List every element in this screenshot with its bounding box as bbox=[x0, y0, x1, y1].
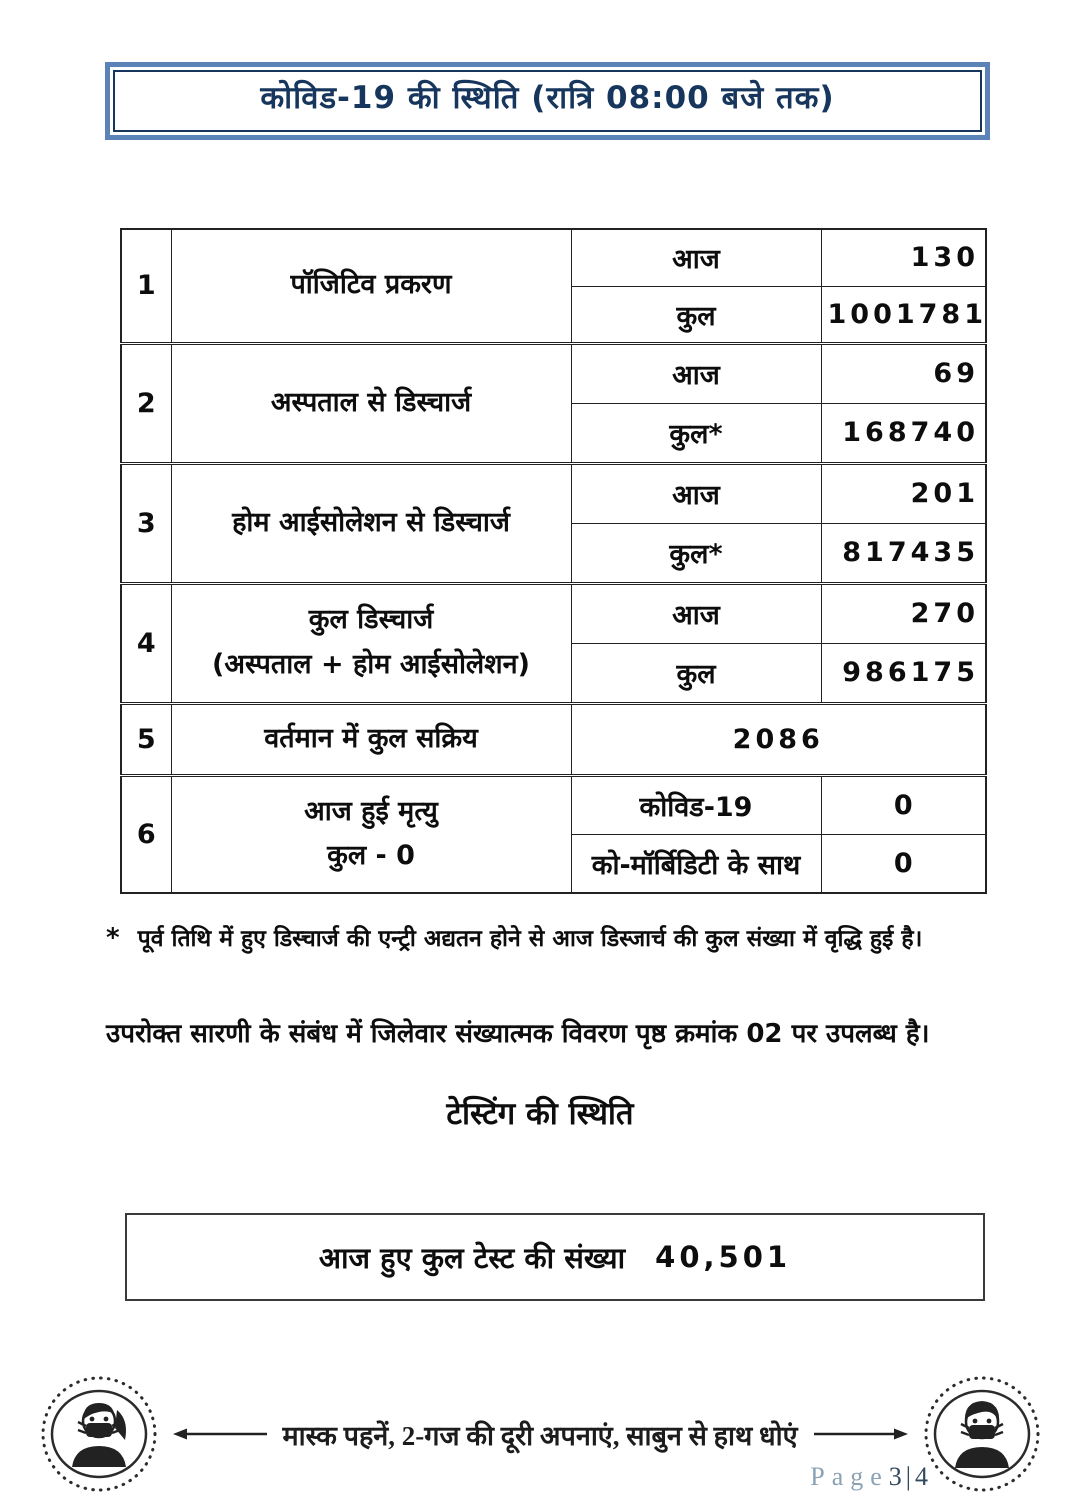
table-footnote bbox=[106, 921, 986, 953]
metric-label: कुल bbox=[571, 286, 821, 343]
table-row bbox=[121, 583, 986, 643]
row-number: 6 bbox=[121, 775, 171, 893]
metric-value: 817435 bbox=[821, 523, 986, 583]
page-word: Page bbox=[810, 1462, 889, 1491]
metric-label: कुल bbox=[571, 643, 821, 703]
metric-label: कुल* bbox=[571, 523, 821, 583]
report-title-box bbox=[105, 62, 990, 140]
page-title: कोविड-19 की स्थिति (रात्रि 08:00 बजे तक) bbox=[260, 80, 835, 116]
metric-value: 2086 bbox=[571, 703, 986, 775]
metric-label: आज bbox=[571, 229, 821, 286]
row-number: 1 bbox=[121, 229, 171, 343]
row-description bbox=[171, 583, 571, 703]
row-number: 3 bbox=[121, 463, 171, 583]
report-title-inner-border bbox=[113, 70, 982, 132]
metric-label: आज bbox=[571, 583, 821, 643]
metric-value: 270 bbox=[821, 583, 986, 643]
total-tests-value: 40,501 bbox=[655, 1240, 792, 1274]
metric-value: 201 bbox=[821, 463, 986, 523]
table-row bbox=[121, 343, 986, 403]
table-row bbox=[121, 463, 986, 523]
metric-value: 0 bbox=[821, 834, 986, 893]
table-row bbox=[121, 703, 986, 775]
footnote-text: पूर्व तिथि में हुए डिस्चार्ज की एन्ट्री अद्यतन होने से आज डिस्जार्च की कुल संख्या में वृद्धि हुई है। bbox=[137, 926, 923, 952]
row-number: 5 bbox=[121, 703, 171, 775]
row-description-line2: (अस्पताल + होम आईसोलेशन) bbox=[212, 649, 530, 680]
metric-label: आज bbox=[571, 343, 821, 403]
total-tests-label: आज हुए कुल टेस्ट की संख्या bbox=[318, 1240, 626, 1275]
right-arrow-icon bbox=[812, 1426, 908, 1442]
row-description-line1: आज हुई मृत्यु bbox=[304, 795, 438, 827]
covid-status-table bbox=[120, 228, 987, 894]
row-number: 4 bbox=[121, 583, 171, 703]
page-number-value: 3|4 bbox=[888, 1462, 932, 1491]
metric-value: 0 bbox=[821, 775, 986, 834]
metric-label: कुल* bbox=[571, 403, 821, 463]
table-row bbox=[121, 229, 986, 286]
row-description bbox=[171, 775, 571, 893]
metric-label: आज bbox=[571, 463, 821, 523]
page-number bbox=[810, 1462, 932, 1492]
row-description: अस्पताल से डिस्चार्ज bbox=[171, 343, 571, 463]
metric-value: 1001781 bbox=[821, 286, 986, 343]
metric-label: कोविड-19 bbox=[571, 775, 821, 834]
footnote-asterisk: * bbox=[106, 923, 120, 953]
district-detail-note: उपरोक्त सारणी के संबंध में जिलेवार संख्यात्मक विवरण पृष्ठ क्रमांक 02 पर उपलब्ध है। bbox=[106, 1019, 930, 1049]
table-row bbox=[121, 775, 986, 834]
total-tests-box bbox=[125, 1213, 985, 1301]
left-arrow-icon bbox=[173, 1426, 269, 1442]
advisory-message: मास्क पहनें, 2-गज की दूरी अपनाएं, साबुन से हाथ धोएं bbox=[282, 1420, 798, 1451]
row-description: पॉजिटिव प्रकरण bbox=[171, 229, 571, 343]
row-description-line2: कुल - 0 bbox=[327, 840, 415, 872]
row-description-line1: कुल डिस्चार्ज bbox=[308, 604, 434, 636]
metric-label: को-मॉर्बिडिटी के साथ bbox=[571, 834, 821, 893]
metric-value: 130 bbox=[821, 229, 986, 286]
metric-value: 986175 bbox=[821, 643, 986, 703]
metric-value: 168740 bbox=[821, 403, 986, 463]
metric-value: 69 bbox=[821, 343, 986, 403]
row-description: वर्तमान में कुल सक्रिय bbox=[171, 703, 571, 775]
row-description: होम आईसोलेशन से डिस्चार्ज bbox=[171, 463, 571, 583]
row-number: 2 bbox=[121, 343, 171, 463]
male-mask-icon bbox=[922, 1374, 1042, 1494]
female-mask-icon bbox=[39, 1374, 159, 1494]
testing-section-heading: टेस्टिंग की स्थिति bbox=[446, 1096, 634, 1132]
